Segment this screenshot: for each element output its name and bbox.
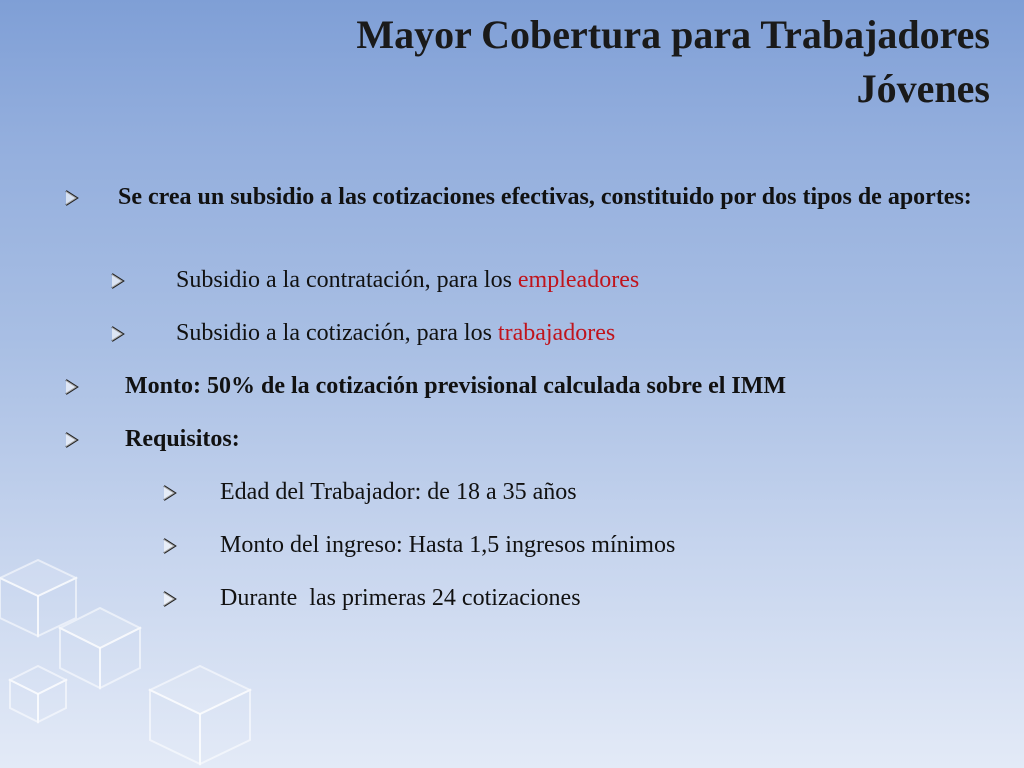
- arrow-bullet-icon: [108, 271, 128, 291]
- bullet-text: Monto: 50% de la cotización previsional calculada sobre el IMM: [125, 373, 787, 399]
- bullet-text: Se crea un subsidio a las cotizaciones efectivas, constituido por dos tipos de aportes:: [118, 184, 972, 210]
- arrow-bullet-icon: [62, 430, 82, 450]
- sub-bullet-empleadores: [108, 266, 639, 295]
- arrow-bullet-icon: [108, 324, 128, 344]
- sub-bullet-text: Monto del ingreso: Hasta 1,5 ingresos mínimos: [220, 532, 676, 558]
- sub-bullet-plain: Subsidio a la contratación, para los: [176, 267, 518, 293]
- sub-bullet-text: [176, 266, 639, 295]
- sub-bullet-edad: [160, 478, 577, 507]
- bullet-requisitos: [62, 425, 240, 454]
- sub-bullet-ingreso: [160, 531, 675, 560]
- title-line-2: Jóvenes: [856, 66, 990, 111]
- arrow-bullet-icon: [62, 188, 82, 208]
- arrow-bullet-icon: [160, 483, 180, 503]
- sub-bullet-highlight: trabajadores: [497, 320, 616, 346]
- title-line-1: Mayor Cobertura para Trabajadores: [356, 12, 990, 57]
- bullet-monto: [62, 372, 786, 401]
- arrow-bullet-icon: [160, 589, 180, 609]
- sub-bullet-text: Durante las primeras 24 cotizaciones: [220, 585, 581, 611]
- cubes-decoration: [0, 540, 300, 768]
- slide-title: [90, 8, 990, 116]
- sub-bullet-cotizaciones: [160, 584, 581, 613]
- arrow-bullet-icon: [62, 377, 82, 397]
- arrow-bullet-icon: [160, 536, 180, 556]
- sub-bullet-highlight: empleadores: [517, 267, 640, 293]
- bullet-text: Requisitos:: [125, 426, 240, 452]
- sub-bullet-text: [176, 319, 615, 348]
- bullet-subsidio: [62, 183, 976, 212]
- sub-bullet-text: Edad del Trabajador: de 18 a 35 años: [220, 479, 577, 505]
- sub-bullet-plain: Subsidio a la cotización, para los: [176, 320, 498, 346]
- sub-bullet-trabajadores: [108, 319, 615, 348]
